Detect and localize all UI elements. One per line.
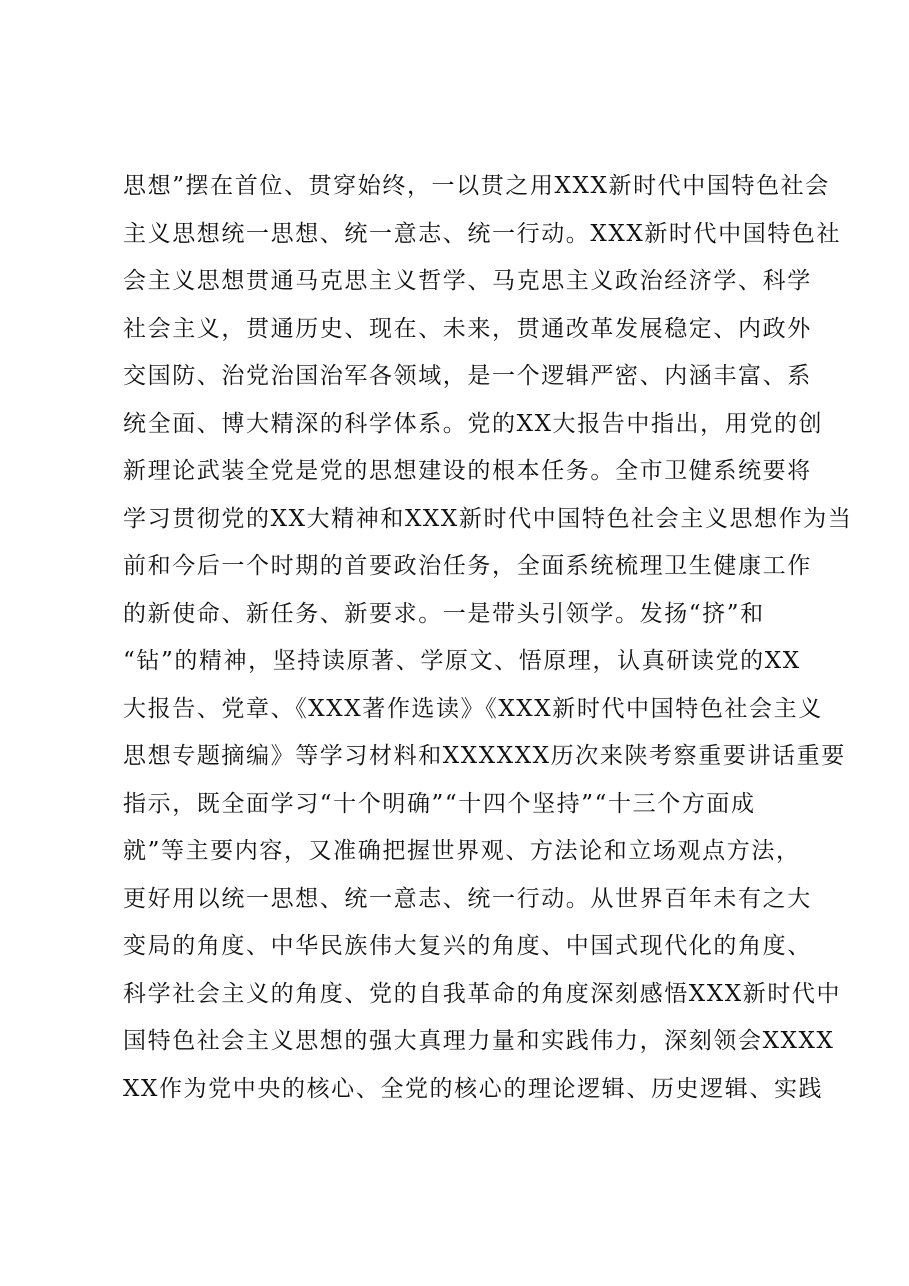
text-line: 的新使命、新任务、新要求。一是带头引领学。发扬“挤”和 bbox=[123, 600, 765, 627]
text-line: 思想专题摘编》等学习材料和XXXXXX历次来陕考察重要讲话重要 bbox=[123, 743, 846, 769]
text-line: 学习贯彻党的XX大精神和XXX新时代中国特色社会主义思想作为当 bbox=[123, 505, 853, 532]
text-line: 大报告、党章、《XXX著作选读》《XXX新时代中国特色社会主义 bbox=[123, 695, 823, 722]
text-line: 更好用以统一思想、统一意志、统一行动。从世界百年未有之大 bbox=[123, 885, 812, 912]
text-line: 就”等主要内容，又准确把握世界观、方法论和立场观点方法， bbox=[123, 838, 801, 864]
text-line: XX作为党中央的核心、全党的核心的理论逻辑、历史逻辑、实践 bbox=[123, 1075, 824, 1102]
body-paragraph bbox=[123, 163, 853, 1113]
text-line: 科学社会主义的角度、党的自我革命的角度深刻感悟XXX新时代中 bbox=[123, 980, 842, 1007]
text-line: 指示，既全面学习“十个明确”“十四个坚持”“十三个方面成 bbox=[123, 790, 756, 817]
text-line: 国特色社会主义思想的强大真理力量和实践伟力，深刻领会XXXX bbox=[123, 1028, 835, 1054]
text-line: 社会主义，贯通历史、现在、未来，贯通改革发展稳定、内政外 bbox=[123, 315, 812, 342]
text-line: 前和今后一个时期的首要政治任务，全面系统梳理卫生健康工作 bbox=[123, 553, 812, 579]
text-line: 交国防、治党治国治军各领域，是一个逻辑严密、内涵丰富、系 bbox=[123, 363, 812, 389]
text-line: “钻”的精神，坚持读原著、学原文、悟原理，认真研读党的XX bbox=[123, 648, 801, 674]
text-line: 思想”摆在首位、贯穿始终，一以贯之用XXX新时代中国特色社会 bbox=[123, 173, 830, 199]
text-line: 主义思想统一思想、统一意志、统一行动。XXX新时代中国特色社 bbox=[123, 220, 842, 247]
text-line: 变局的角度、中华民族伟大复兴的角度、中国式现代化的角度、 bbox=[123, 933, 812, 959]
text-line: 新理论武装全党是党的思想建设的根本任务。全市卫健系统要将 bbox=[123, 458, 812, 484]
text-line: 统全面、博大精深的科学体系。党的XX大报告中指出，用党的创 bbox=[123, 410, 824, 437]
text-line: 会主义思想贯通马克思主义哲学、马克思主义政治经济学、科学 bbox=[123, 268, 812, 294]
